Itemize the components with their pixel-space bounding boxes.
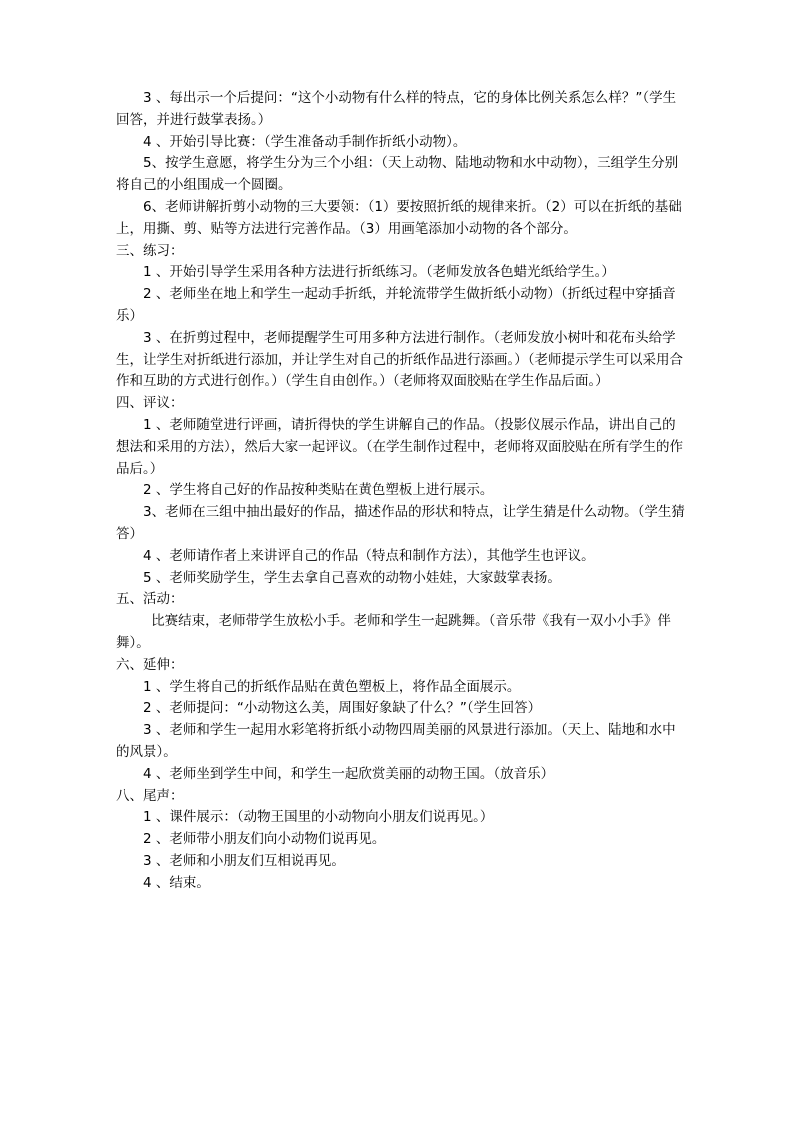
body-paragraph: 比赛结束，老师带学生放松小手。老师和学生一起跳舞。（音乐带《我有一双小小手》伴舞）。 (116, 613, 671, 651)
body-paragraph: 2 、学生将自己好的作品按种类贴在黄色塑板上进行展示。 (143, 482, 494, 499)
body-paragraph: 3 、老师和小朋友们互相说再见。 (143, 852, 345, 869)
section-heading: 三、练习： (116, 242, 184, 259)
section-heading: 五、活动： (116, 591, 184, 608)
body-paragraph: 4 、开始引导比赛：（学生准备动手制作折纸小动物）。 (143, 133, 467, 150)
body-paragraph: 6、老师讲解折剪小动物的三大要领：（1）要按照折纸的规律来折。（2）可以在折纸的基础上，用撕、剪、贴等方法进行完善作品。（3）用画笔添加小动物的各个部分。 (116, 198, 682, 237)
body-paragraph: 2 、老师坐在地上和学生一起动手折纸，并轮流带学生做折纸小动物）（折纸过程中穿插音乐） (116, 286, 676, 324)
section-heading: 八、尾声： (116, 787, 184, 804)
body-paragraph: 1 、学生将自己的折纸作品贴在黄色塑板上，将作品全面展示。 (143, 678, 521, 695)
body-paragraph: 4 、老师请作者上来讲评自己的作品（特点和制作方法），其他学生也评议。 (143, 547, 595, 564)
body-paragraph: 5 、老师奖励学生，学生去拿自己喜欢的动物小娃娃，大家鼓掌表扬。 (143, 569, 561, 586)
body-paragraph: 3 、老师和学生一起用水彩笔将折纸小动物四周美丽的风景进行添加。（天上、陆地和水中的风景）。 (116, 722, 676, 760)
body-paragraph: 1 、课件展示：（动物王国里的小动物向小朋友们说再见。） (143, 809, 494, 826)
section-heading: 六、延伸： (116, 656, 184, 673)
body-paragraph: 2 、老师提问：“小动物这么美，周围好象缺了什么？”（学生回答） (143, 700, 542, 717)
body-paragraph: 4 、老师坐到学生中间，和学生一起欣赏美丽的动物王国。（放音乐） (143, 765, 555, 782)
body-paragraph: 1 、老师随堂进行评画，请折得快的学生讲解自己的作品。（投影仪展示作品，讲出自己的想法和采用的方法），然后大家一起评议。（在学生制作过程中，老师将双面胶贴在所有学生的作品后。） (116, 416, 683, 477)
body-paragraph: 5、按学生意愿，将学生分为三个小组：（天上动物、陆地动物和水中动物），三组学生分别将自己的小组围成一个圆圈。 (116, 155, 679, 194)
body-paragraph: 2 、老师带小朋友们向小动物们说再见。 (143, 831, 386, 848)
document-body (116, 88, 688, 894)
body-paragraph: 3、老师在三组中抽出最好的作品，描述作品的形状和特点，让学生猜是什么动物。（学生猜答） (116, 504, 685, 542)
body-paragraph: 1 、开始引导学生采用各种方法进行折纸练习。（老师发放各色蜡光纸给学生。） (143, 264, 615, 281)
body-paragraph: 3 、在折剪过程中，老师提醒学生可用多种方法进行制作。（老师发放小树叶和花布头给学生，让学生对折纸进行添加，并让学生对自己的折纸作品进行添画。）（老师提示学生可以采用合作和互助的方式进行创作。）（学生自由创作。）（老师将双面胶贴在学生作品后面。） (116, 329, 683, 390)
body-paragraph: 3 、每出示一个后提问：“这个小动物有什么样的特点，它的身体比例关系怎么样？”（学生回答，并进行鼓掌表扬。） (116, 90, 677, 128)
section-heading: 四、评议： (116, 395, 184, 412)
body-paragraph: 4 、结束。 (143, 874, 210, 891)
